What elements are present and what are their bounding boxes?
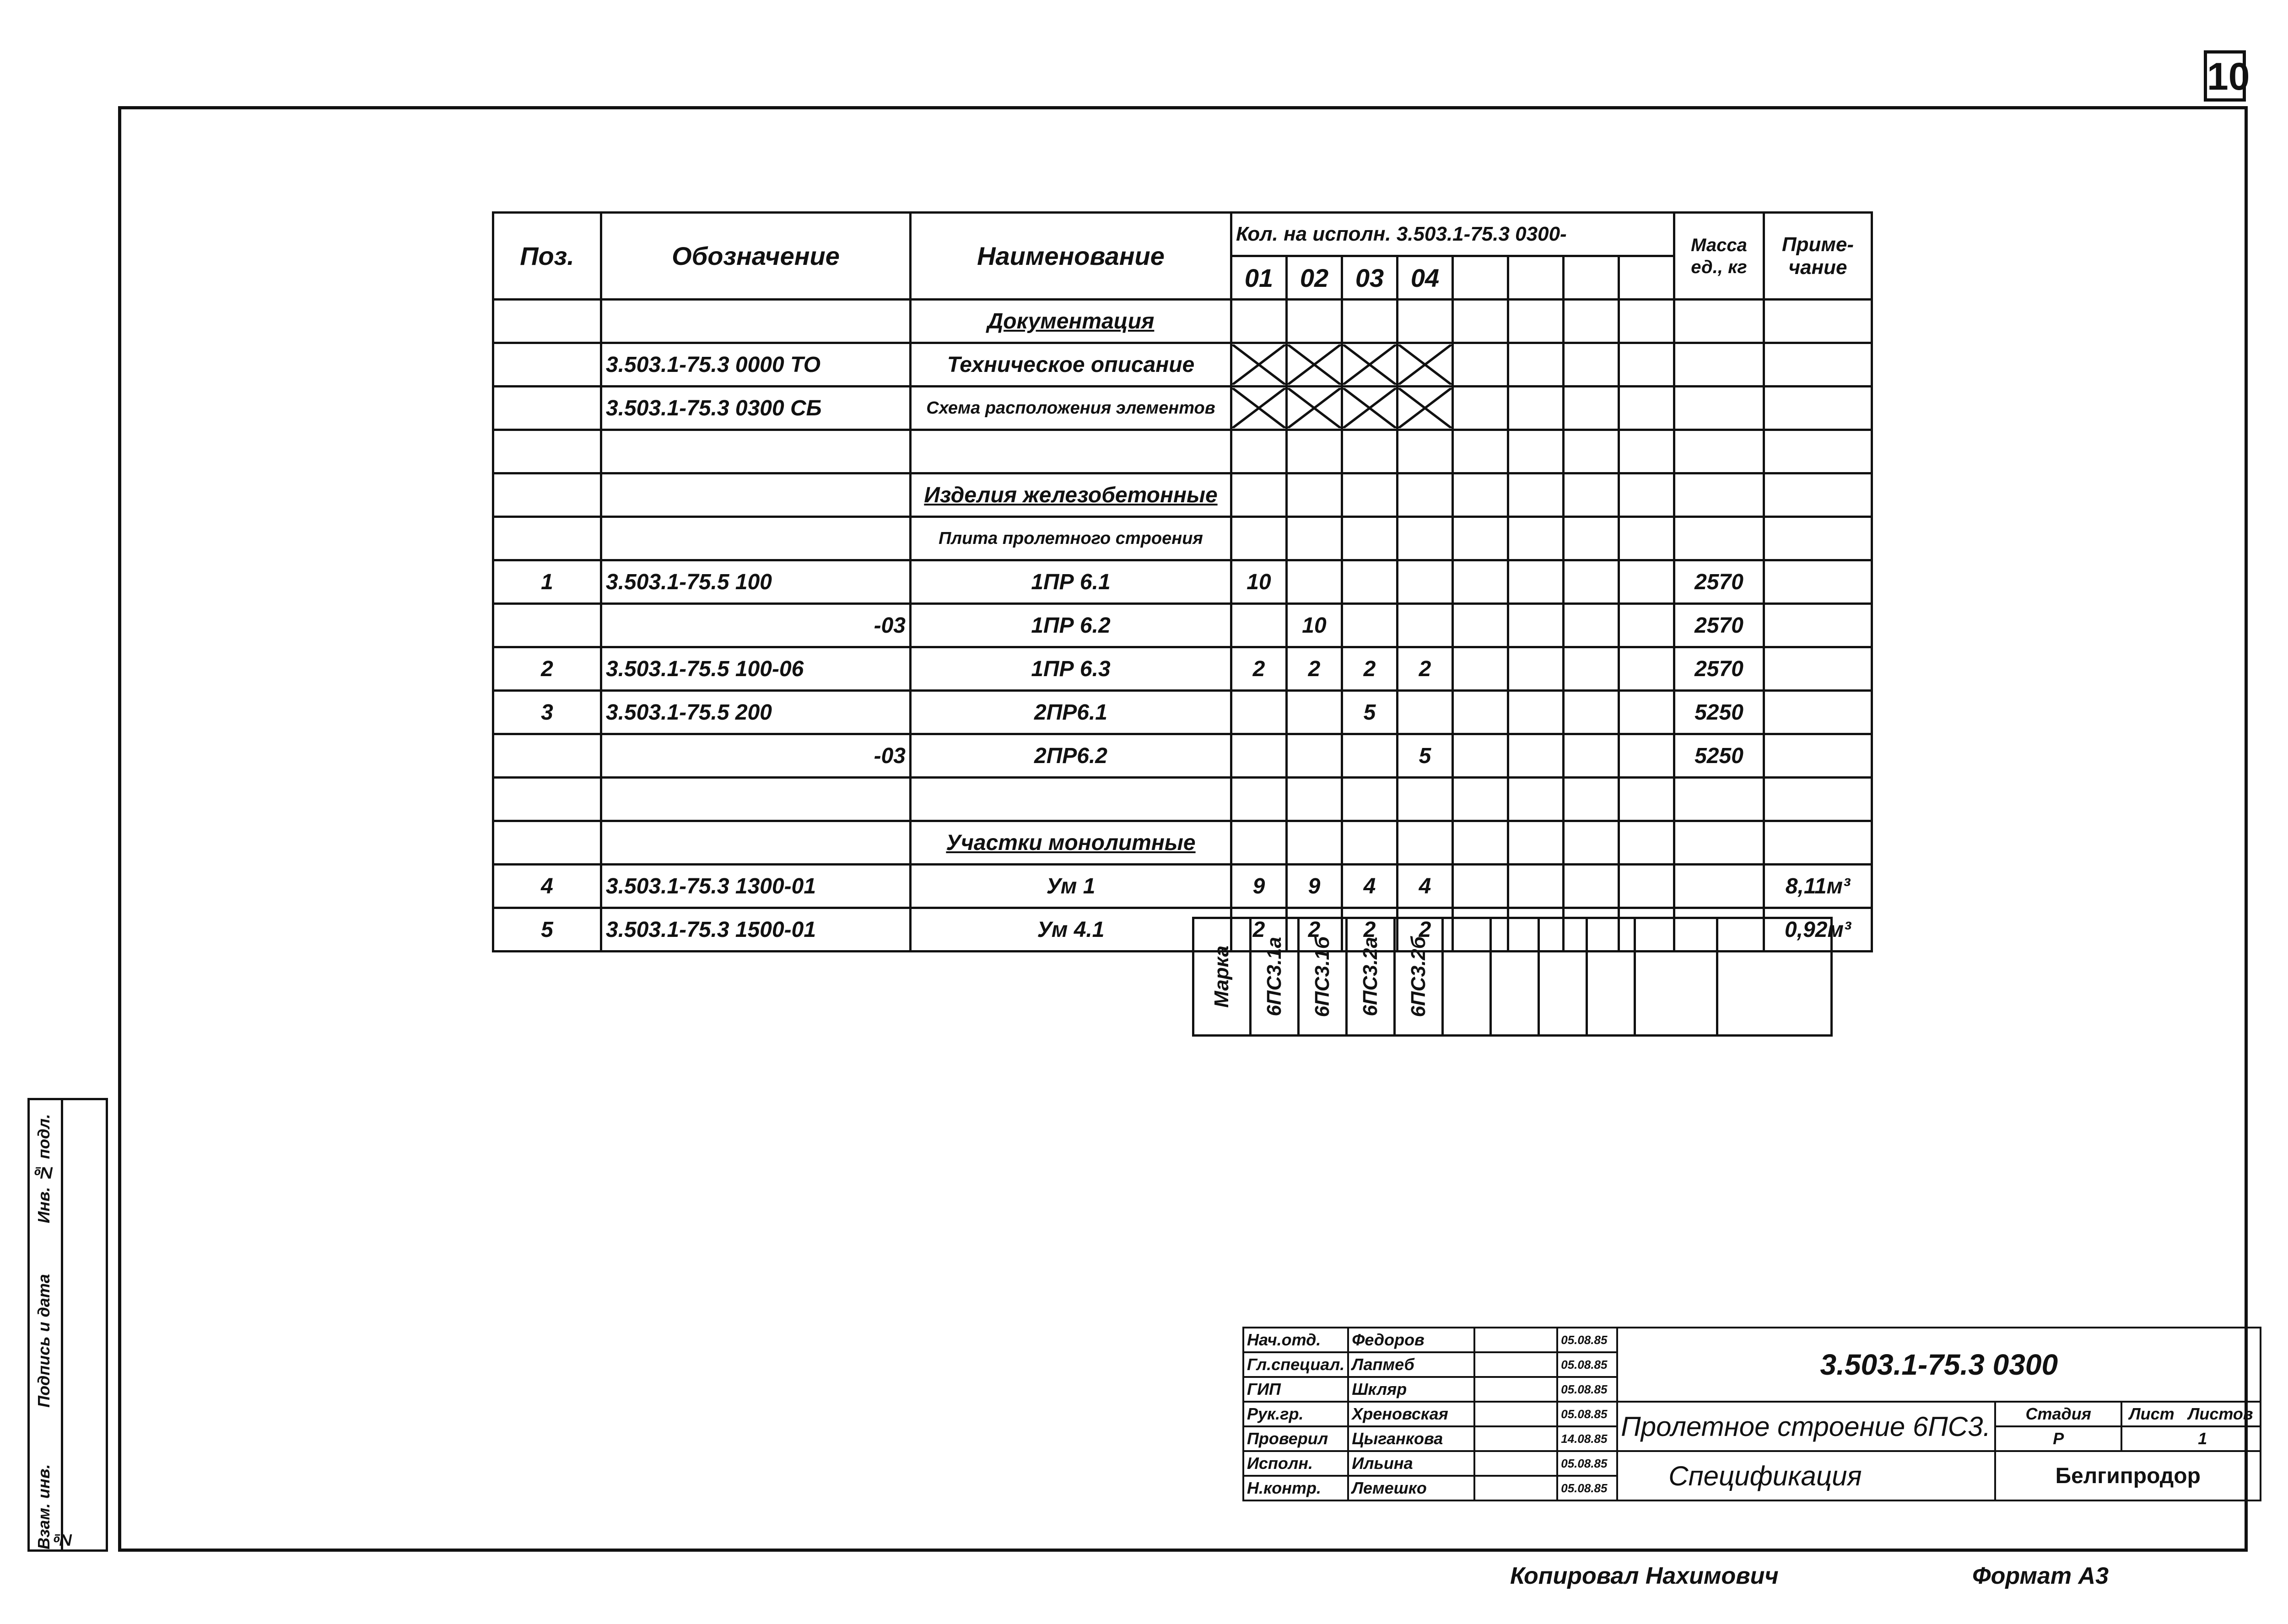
marka-cell (1443, 918, 1491, 1036)
cell-qty-empty (1453, 473, 1508, 517)
tb-name: Цыганкова (1348, 1426, 1474, 1451)
cell-qty-empty (1564, 778, 1619, 821)
cell-pos (493, 604, 601, 647)
cross-mark (1288, 344, 1341, 385)
cell-qty-empty (1508, 387, 1564, 430)
cell-designation (601, 821, 911, 865)
cell-qty (1287, 821, 1342, 865)
tb-signature (1474, 1402, 1557, 1426)
cell-qty (1342, 604, 1398, 647)
cell-name: Схема расположения элементов (911, 387, 1231, 430)
cell-qty-empty (1564, 473, 1619, 517)
cell-note (1764, 604, 1872, 647)
cell-qty (1398, 560, 1453, 604)
cell-qty-empty (1619, 647, 1674, 691)
cell-designation (601, 473, 911, 517)
document-name: Спецификация (1617, 1451, 1995, 1500)
cell-qty (1342, 300, 1398, 343)
tb-signature (1474, 1426, 1557, 1451)
cell-note (1764, 300, 1872, 343)
table-row (493, 473, 1872, 517)
marka-value: 6ПС3.1б (1311, 936, 1333, 1017)
table-row (493, 691, 1872, 734)
cell-note: 0,92м³ (1764, 908, 1872, 952)
tb-date: 05.08.85 (1557, 1328, 1617, 1352)
cell-name: 2ПР6.2 (911, 734, 1231, 778)
cell-pos (493, 517, 601, 560)
cell-mass: 5250 (1674, 691, 1764, 734)
cell-designation: 3.503.1-75.3 1300-01 (601, 865, 911, 908)
cell-qty (1342, 734, 1398, 778)
cell-qty: 2 (1231, 908, 1287, 952)
cell-pos (493, 734, 601, 778)
cell-qty-empty (1619, 343, 1674, 387)
cell-qty-empty (1564, 430, 1619, 473)
cell-qty (1342, 343, 1398, 387)
tb-role: Нач.отд. (1243, 1328, 1348, 1352)
table-row (493, 821, 1872, 865)
cell-qty (1231, 300, 1287, 343)
cell-note (1764, 560, 1872, 604)
cell-qty (1231, 821, 1287, 865)
tb-signature (1474, 1451, 1557, 1476)
cell-qty (1287, 387, 1342, 430)
cell-note (1764, 430, 1872, 473)
cell-pos (493, 387, 601, 430)
cell-qty (1231, 473, 1287, 517)
cell-qty-empty (1453, 647, 1508, 691)
cell-designation: 3.503.1-75.3 1500-01 (601, 908, 911, 952)
header-name: Наименование (911, 213, 1231, 300)
cell-note (1764, 343, 1872, 387)
cell-qty (1287, 734, 1342, 778)
cell-qty-empty (1619, 560, 1674, 604)
cross-mark (1398, 388, 1452, 428)
cell-qty (1287, 300, 1342, 343)
sheet-values (2121, 1426, 2261, 1451)
cell-qty-empty (1508, 821, 1564, 865)
tb-name: Ильина (1348, 1451, 1474, 1476)
cell-qty (1231, 734, 1287, 778)
tb-name: Лапмеб (1348, 1352, 1474, 1377)
cross-mark (1232, 344, 1285, 385)
cell-qty-empty (1508, 604, 1564, 647)
tb-signature (1474, 1377, 1557, 1402)
cell-qty (1287, 560, 1342, 604)
copied-by: Копировал Нахимович (1510, 1563, 1779, 1589)
table-row (493, 387, 1872, 430)
sheet-label: Лист (2129, 1404, 2175, 1423)
cell-name: Изделия железобетонные (911, 473, 1231, 517)
cell-mass (1674, 473, 1764, 517)
cell-qty: 2 (1287, 647, 1342, 691)
cell-note (1764, 821, 1872, 865)
table-header-row (493, 213, 1872, 256)
cell-qty: 2 (1342, 908, 1398, 952)
cell-note (1764, 473, 1872, 517)
cell-qty-empty (1564, 343, 1619, 387)
cell-qty-empty (1619, 300, 1674, 343)
cell-mass (1674, 387, 1764, 430)
tb-name: Хреновская (1348, 1402, 1474, 1426)
cell-qty-empty (1564, 517, 1619, 560)
cell-qty-empty (1508, 734, 1564, 778)
tb-date: 05.08.85 (1557, 1476, 1617, 1500)
table-row (493, 865, 1872, 908)
header-qty-col: 03 (1342, 256, 1398, 300)
marka-value: 6ПС3.1а (1263, 937, 1285, 1016)
cell-qty (1342, 473, 1398, 517)
cell-name: Техническое описание (911, 343, 1231, 387)
cell-designation (601, 300, 911, 343)
cell-qty-empty (1619, 865, 1674, 908)
cell-qty (1287, 430, 1342, 473)
cell-qty (1342, 387, 1398, 430)
cell-mass (1674, 821, 1764, 865)
cell-qty-empty (1453, 778, 1508, 821)
organization: Белгипродор (1995, 1451, 2261, 1500)
cell-qty (1287, 473, 1342, 517)
cell-note (1764, 778, 1872, 821)
format-label: Формат А3 (1972, 1563, 2109, 1589)
cell-qty-empty (1508, 517, 1564, 560)
cell-qty-empty (1453, 691, 1508, 734)
tb-role: ГИП (1243, 1377, 1348, 1402)
cell-mass: 2570 (1674, 560, 1764, 604)
cell-qty-empty (1453, 343, 1508, 387)
cell-designation (601, 430, 911, 473)
cell-qty: 5 (1342, 691, 1398, 734)
tb-date: 05.08.85 (1557, 1352, 1617, 1377)
cell-qty: 2 (1398, 647, 1453, 691)
cell-name: Участки монолитные (911, 821, 1231, 865)
cell-qty-empty (1508, 778, 1564, 821)
cell-note (1764, 387, 1872, 430)
stage-label: Стадия (1995, 1402, 2121, 1426)
header-qty-col (1564, 256, 1619, 300)
table-row (493, 343, 1872, 387)
table-row (493, 734, 1872, 778)
cell-qty-empty (1619, 691, 1674, 734)
cell-qty-empty (1564, 821, 1619, 865)
cell-mass (1674, 343, 1764, 387)
cell-qty-empty (1619, 387, 1674, 430)
document-code: 3.503.1-75.3 0300 (1617, 1328, 2261, 1402)
cell-qty (1342, 778, 1398, 821)
marka-label: Марка (1210, 946, 1233, 1008)
cell-qty-empty (1453, 734, 1508, 778)
cell-qty: 2 (1342, 647, 1398, 691)
cell-mass (1674, 430, 1764, 473)
header-mass: Масса ед., кг (1674, 213, 1764, 300)
table-row (493, 430, 1872, 473)
cell-mass: 5250 (1674, 734, 1764, 778)
cell-designation: 3.503.1-75.3 0000 ТО (601, 343, 911, 387)
cell-qty-empty (1508, 343, 1564, 387)
cell-qty-empty (1619, 604, 1674, 647)
cell-qty (1398, 821, 1453, 865)
table-row (493, 560, 1872, 604)
cross-mark (1398, 344, 1452, 385)
sidebar-label-inv: Инв. № подл. (34, 1114, 53, 1224)
tb-signature (1474, 1352, 1557, 1377)
marka-cell (1347, 918, 1395, 1036)
cell-mass (1674, 865, 1764, 908)
cell-qty-empty (1619, 821, 1674, 865)
cell-qty: 4 (1398, 865, 1453, 908)
table-row (493, 647, 1872, 691)
cell-qty (1398, 473, 1453, 517)
cell-pos: 5 (493, 908, 601, 952)
cell-qty-empty (1564, 604, 1619, 647)
cell-qty (1398, 387, 1453, 430)
tb-date: 05.08.85 (1557, 1451, 1617, 1476)
cell-qty (1231, 517, 1287, 560)
cell-name: Ум 1 (911, 865, 1231, 908)
cell-designation: 3.503.1-75.3 0300 СБ (601, 387, 911, 430)
cell-name: 1ПР 6.2 (911, 604, 1231, 647)
tb-date: 05.08.85 (1557, 1377, 1617, 1402)
header-qty-group: Кол. на исполн. 3.503.1-75.3 0300- (1231, 213, 1674, 256)
marka-table (1192, 917, 1833, 1037)
tb-date: 14.08.85 (1557, 1426, 1617, 1451)
cell-note (1764, 517, 1872, 560)
cell-qty (1398, 691, 1453, 734)
cell-qty-empty (1619, 517, 1674, 560)
cell-qty-empty (1508, 300, 1564, 343)
marka-cell (1539, 918, 1587, 1036)
cell-qty: 2 (1231, 647, 1287, 691)
cell-qty-empty (1619, 778, 1674, 821)
header-qty-col (1508, 256, 1564, 300)
cell-qty: 9 (1231, 865, 1287, 908)
cell-qty (1287, 691, 1342, 734)
cell-designation: 3.503.1-75.5 100 (601, 560, 911, 604)
cell-qty (1231, 343, 1287, 387)
cell-qty-empty (1564, 647, 1619, 691)
cell-qty (1231, 430, 1287, 473)
cell-pos (493, 821, 601, 865)
tb-name: Лемешко (1348, 1476, 1474, 1500)
cell-pos (493, 778, 601, 821)
cell-qty (1398, 430, 1453, 473)
tb-name: Федоров (1348, 1328, 1474, 1352)
cell-qty-empty (1508, 560, 1564, 604)
header-qty-col: 04 (1398, 256, 1453, 300)
cell-qty-empty (1564, 734, 1619, 778)
cell-qty (1231, 778, 1287, 821)
cross-mark (1288, 388, 1341, 428)
sheet-labels (2121, 1402, 2261, 1426)
marka-cell (1395, 918, 1443, 1036)
cell-qty: 4 (1342, 865, 1398, 908)
cell-pos (493, 473, 601, 517)
tb-role: Н.контр. (1243, 1476, 1348, 1500)
sheet-number: 10 (2204, 50, 2246, 102)
cell-qty (1287, 778, 1342, 821)
cell-name (911, 778, 1231, 821)
cell-name: 2ПР6.1 (911, 691, 1231, 734)
marka-label-cell (1193, 918, 1251, 1036)
marka-cell (1587, 918, 1635, 1036)
cell-qty-empty (1453, 430, 1508, 473)
cell-qty (1342, 560, 1398, 604)
cell-qty-empty (1508, 647, 1564, 691)
marka-cell (1251, 918, 1299, 1036)
table-row (493, 517, 1872, 560)
cell-qty (1398, 604, 1453, 647)
cell-name: Плита пролетного строения (911, 517, 1231, 560)
marka-cell (1717, 918, 1832, 1036)
cell-designation: -03 (601, 604, 911, 647)
cell-pos (493, 300, 601, 343)
sidebar-label-sign: Подпись и дата (34, 1274, 53, 1408)
cell-qty-empty (1508, 430, 1564, 473)
cell-qty-empty (1564, 691, 1619, 734)
cell-qty (1398, 778, 1453, 821)
cell-qty (1287, 517, 1342, 560)
cell-note (1764, 734, 1872, 778)
tb-role: Проверил (1243, 1426, 1348, 1451)
cell-qty-empty (1453, 560, 1508, 604)
cell-pos: 4 (493, 865, 601, 908)
cell-designation: 3.503.1-75.5 200 (601, 691, 911, 734)
cross-mark (1343, 344, 1396, 385)
cell-qty (1398, 300, 1453, 343)
cell-qty-empty (1453, 387, 1508, 430)
cell-qty-empty (1564, 387, 1619, 430)
cell-name: Ум 4.1 (911, 908, 1231, 952)
cell-qty-empty (1453, 821, 1508, 865)
cell-pos (493, 430, 601, 473)
marka-cell (1491, 918, 1539, 1036)
cell-qty-empty (1508, 865, 1564, 908)
cell-qty (1231, 691, 1287, 734)
tb-name: Шкляр (1348, 1377, 1474, 1402)
cell-qty-empty (1453, 300, 1508, 343)
cell-qty-empty (1508, 691, 1564, 734)
marka-cell (1299, 918, 1347, 1036)
cell-qty-empty (1453, 517, 1508, 560)
header-qty-col: 02 (1287, 256, 1342, 300)
sidebar-label-replace: Взам. инв. № (34, 1464, 72, 1549)
cell-qty (1342, 430, 1398, 473)
cell-mass (1674, 778, 1764, 821)
cell-qty: 10 (1287, 604, 1342, 647)
marka-value: 6ПС3.2б (1407, 936, 1430, 1017)
header-qty-col (1619, 256, 1674, 300)
header-pos: Поз. (493, 213, 601, 300)
cell-qty-empty (1564, 300, 1619, 343)
sheets-label: Листов (2188, 1404, 2253, 1423)
cell-qty-empty (1564, 865, 1619, 908)
cell-designation (601, 517, 911, 560)
header-note: Приме- чание (1764, 213, 1872, 300)
cell-qty (1231, 387, 1287, 430)
cell-qty (1287, 343, 1342, 387)
table-row (493, 300, 1872, 343)
cell-name: 1ПР 6.3 (911, 647, 1231, 691)
tb-role: Исполн. (1243, 1451, 1348, 1476)
cell-note (1764, 647, 1872, 691)
cell-qty: 5 (1398, 734, 1453, 778)
cell-qty-empty (1508, 473, 1564, 517)
marka-value: 6ПС3.2а (1359, 937, 1381, 1016)
cell-designation: 3.503.1-75.5 100-06 (601, 647, 911, 691)
marka-cell (1635, 918, 1717, 1036)
cell-qty (1231, 604, 1287, 647)
header-designation: Обозначение (601, 213, 911, 300)
cell-qty (1398, 517, 1453, 560)
cell-note: 8,11м³ (1764, 865, 1872, 908)
table-row (493, 778, 1872, 821)
cell-pos: 3 (493, 691, 601, 734)
tb-role: Рук.гр. (1243, 1402, 1348, 1426)
tb-signature (1474, 1328, 1557, 1352)
cell-mass (1674, 517, 1764, 560)
object-name: Пролетное строение 6ПС3. (1617, 1402, 1995, 1451)
cell-qty: 2 (1398, 908, 1453, 952)
cell-qty-empty (1619, 734, 1674, 778)
cell-pos: 2 (493, 647, 601, 691)
cell-mass: 2570 (1674, 647, 1764, 691)
cell-qty-empty (1619, 430, 1674, 473)
cell-name: 1ПР 6.1 (911, 560, 1231, 604)
cell-qty: 9 (1287, 865, 1342, 908)
tb-date: 05.08.85 (1557, 1402, 1617, 1426)
cell-mass: 2570 (1674, 604, 1764, 647)
left-sidebar (27, 1098, 108, 1552)
cell-name: Документация (911, 300, 1231, 343)
cell-qty (1342, 821, 1398, 865)
cell-qty-empty (1453, 604, 1508, 647)
cross-mark (1343, 388, 1396, 428)
specification-table (492, 211, 1873, 952)
table-row (493, 604, 1872, 647)
cell-pos (493, 343, 601, 387)
cell-qty (1342, 517, 1398, 560)
header-qty-col (1453, 256, 1508, 300)
cell-qty: 10 (1231, 560, 1287, 604)
cell-designation: -03 (601, 734, 911, 778)
cell-qty-empty (1564, 560, 1619, 604)
cell-qty-empty (1619, 473, 1674, 517)
cell-mass (1674, 300, 1764, 343)
cell-name (911, 430, 1231, 473)
title-block (1242, 1327, 2261, 1501)
cell-pos: 1 (493, 560, 601, 604)
cell-qty: 2 (1287, 908, 1342, 952)
cell-qty (1398, 343, 1453, 387)
stage-value: Р (1995, 1426, 2121, 1451)
cross-mark (1232, 388, 1285, 428)
tb-role: Гл.специал. (1243, 1352, 1348, 1377)
sheets-value: 1 (2198, 1429, 2207, 1448)
tb-signature (1474, 1476, 1557, 1500)
cell-note (1764, 691, 1872, 734)
header-qty-col: 01 (1231, 256, 1287, 300)
cell-qty-empty (1453, 865, 1508, 908)
cell-designation (601, 778, 911, 821)
